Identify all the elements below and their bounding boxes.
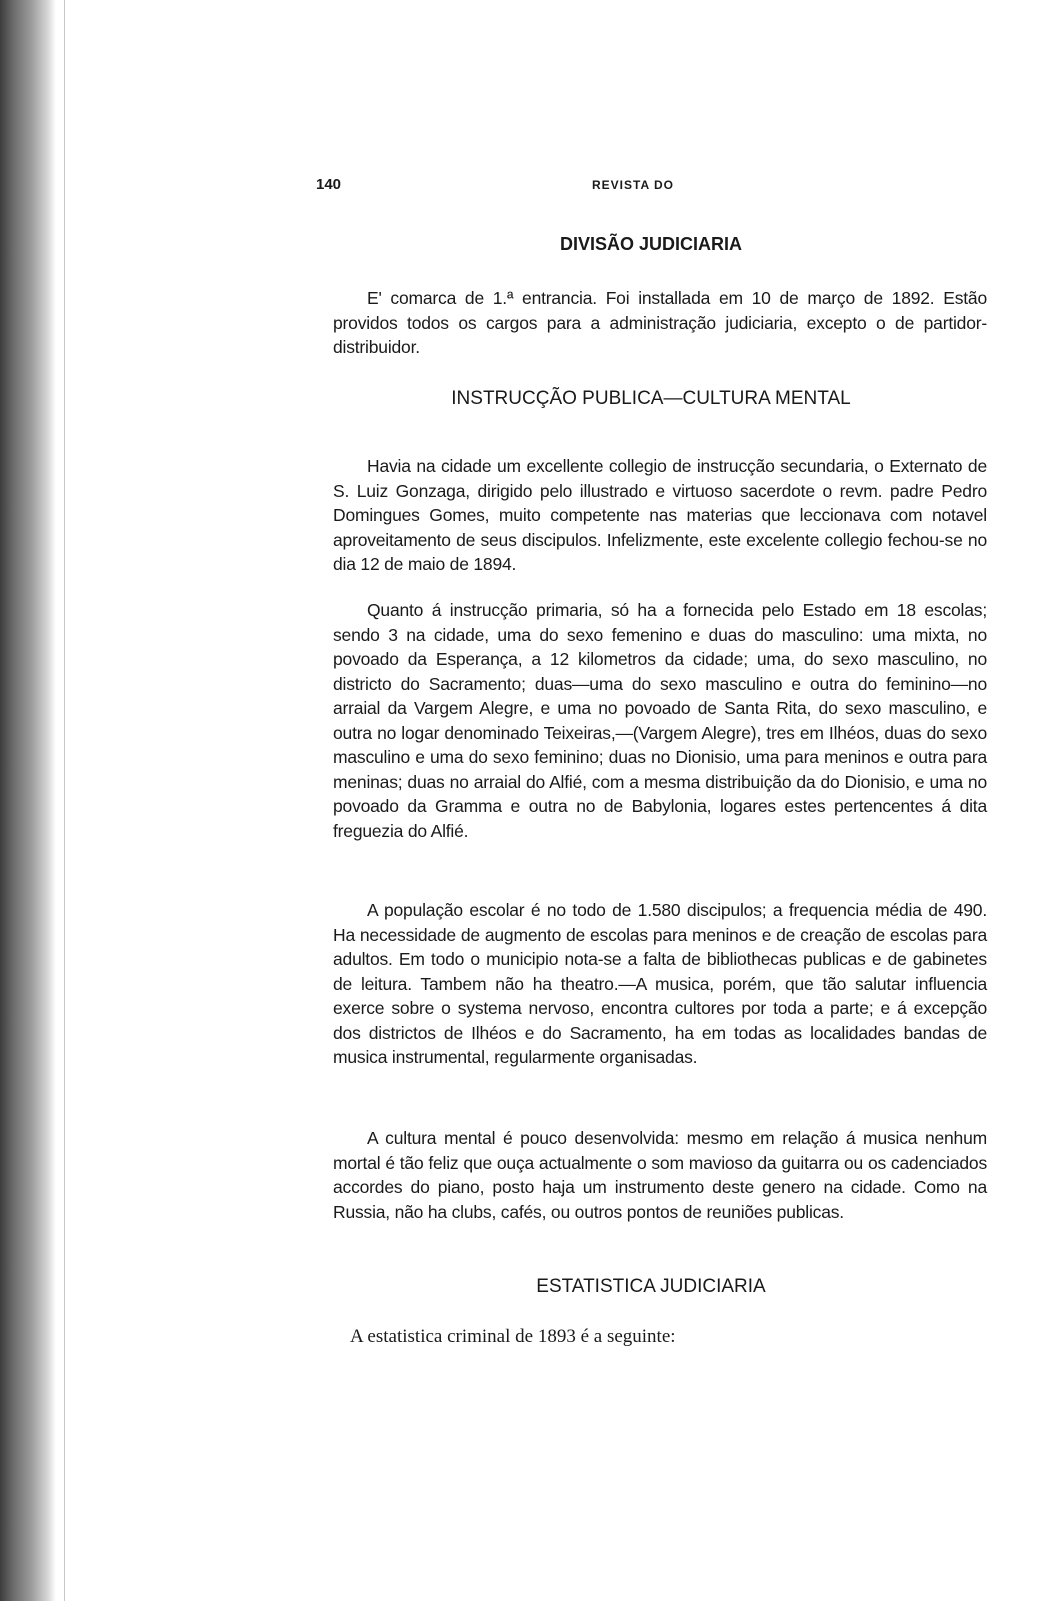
section-title-divisao-judiciaria: DIVISÃO JUDICIARIA [559, 234, 743, 254]
page-number: 140 [316, 176, 342, 193]
paragraph-collegio: Havia na cidade um excellente collegio de instrucção secundaria, o Externato de S. Luiz Gonzaga, dirigido pelo illustrado e virtuoso sacerdote o revm. padre Pedro Domingues Gomes, muito competente nas materias que leccionava com notavel aproveitamento de seus discipulos. Infelizmente, este excelente collegio fechou-se no dia 12 de maio de 1894. [333, 456, 987, 574]
paragraph-cultura-mental: A cultura mental é pouco desenvolvida: mesmo em relação á musica nenhum mortal é tão feliz que ouça actualmente o som mavioso da guitarra ou os cadenciados accordes do piano, posto haja um instrumento deste genero na cidade. Como na Russia, não ha clubs, cafés, ou outros pontos de reuniões publicas. [333, 1128, 987, 1222]
section-title-instrucao-publica: INSTRUCÇÃO PUBLICA—CULTURA MENTAL [451, 388, 851, 409]
gutter-line [64, 0, 65, 1601]
paragraph-divisao-judiciaria: E' comarca de 1.ª entrancia. Foi installada em 10 de março de 1892. Estão providos todos os cargos para a administração judiciaria, excepto o de partidor-distribuidor. [333, 288, 987, 357]
paragraph-populacao-escolar: A população escolar é no todo de 1.580 discipulos; a frequencia média de 490. Ha necessidade de augmento de escolas para meninos e de creação de escolas para adultos. Em todo o municipio nota-se a falta de bibliothecas publicas e de gabinetes de leitura. Tambem não ha theatro.—A musica, porém, que tão salutar influencia exerce sobre o systema nervoso, encontra cultores por toda a parte; e á excepção dos districtos de Ilhéos e do Sacramento, ha em todas as localidades bandas de musica instrumental, regularmente organisadas. [333, 900, 987, 1067]
book-spine-shadow [0, 0, 56, 1601]
paragraph-estatistica-criminal: A estatistica criminal de 1893 é a seguinte: [350, 1326, 676, 1347]
page-header [316, 176, 986, 198]
paragraph-instrucao-primaria: Quanto á instrucção primaria, só ha a fornecida pelo Estado em 18 escolas; sendo 3 na cidade, uma do sexo femenino e duas do masculino: uma mixta, no povoado da Esperança, a 12 kilometros da cidade; uma, do sexo masculino, no districto do Sacramento; duas—uma do sexo masculino e outra do feminino—no arraial da Vargem Alegre, e uma no povoado de Santa Rita, do sexo masculino, e outra no logar denominado Teixeiras,—(Vargem Alegre), tres em Ilhéos, duas do sexo masculino e uma do sexo feminino; duas no Dionisio, uma para meninos e outra para meninas; duas no arraial do Alfié, com a mesma distribuição da do Dionisio, e uma no povoado da Gramma e outra no de Babylonia, logares estes pertencentes á dita freguezia do Alfié. [333, 600, 987, 841]
section-title-estatistica-judiciaria: ESTATISTICA JUDICIARIA [536, 1276, 766, 1297]
running-head: REVISTA DO [592, 178, 675, 192]
